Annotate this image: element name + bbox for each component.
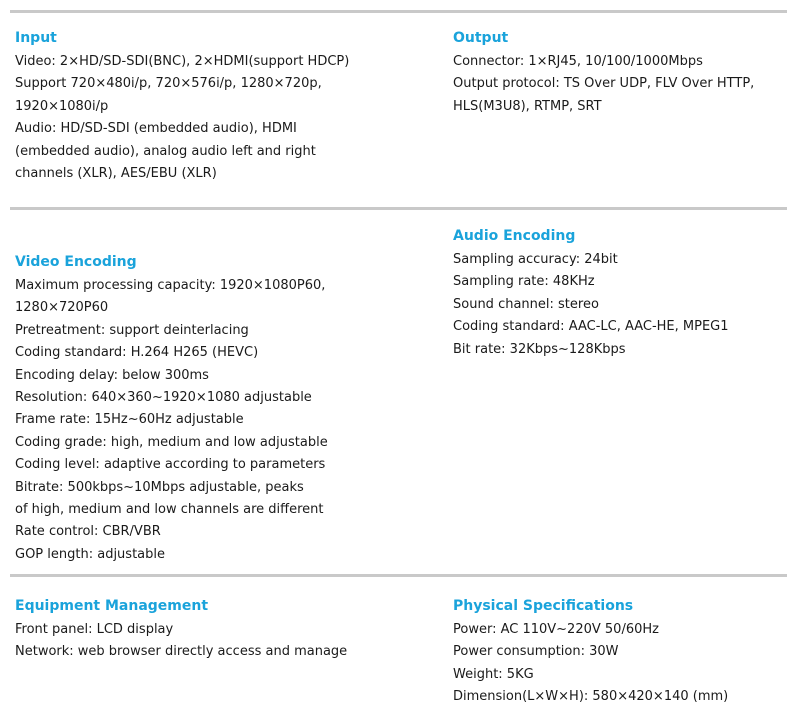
video-encoding-line: Coding level: adaptive according to parameters (15, 457, 326, 473)
input-line: channels (XLR), AES/EBU (XLR) (15, 166, 217, 182)
output-line: Output protocol: TS Over UDP, FLV Over HTTP, (453, 76, 755, 92)
input-line: (embedded audio), analog audio left and right (15, 143, 316, 159)
divider-middle (10, 207, 787, 210)
video-encoding-line: Coding grade: high, medium and low adjustable (15, 434, 328, 450)
physical-specifications-section (453, 597, 728, 709)
input-line: 1920×1080i/p (15, 98, 109, 114)
input-title: Input (15, 30, 57, 46)
video-encoding-line: Encoding delay: below 300ms (15, 367, 209, 383)
video-encoding-title: Video Encoding (15, 254, 137, 270)
video-encoding-line: Frame rate: 15Hz~60Hz adjustable (15, 412, 244, 428)
divider-lower (10, 574, 787, 577)
input-line: Video: 2×HD/SD-SDI(BNC), 2×HDMI(support HDCP) (15, 54, 350, 69)
equipment-management-title: Equipment Management (15, 598, 209, 614)
divider-top (10, 10, 787, 13)
equipment-management-line: Front panel: LCD display (15, 622, 174, 637)
audio-encoding-line: Bit rate: 32Kbps~128Kbps (453, 341, 626, 357)
video-encoding-section (15, 253, 328, 566)
input-line: Audio: HD/SD-SDI (embedded audio), HDMI (15, 121, 297, 137)
output-line: Connector: 1×RJ45, 10/100/1000Mbps (453, 54, 703, 69)
video-encoding-line: GOP length: adjustable (15, 546, 165, 562)
audio-encoding-line: Sound channel: stereo (453, 296, 599, 312)
audio-encoding-title: Audio Encoding (453, 228, 576, 244)
video-encoding-line: Maximum processing capacity: 1920×1080P60, (15, 278, 326, 293)
audio-encoding-section (453, 227, 729, 361)
output-section (453, 29, 754, 118)
video-encoding-line: Pretreatment: support deinterlacing (15, 322, 249, 338)
physical-specifications-line: Weight: 5KG (453, 666, 534, 682)
equipment-management-section (15, 597, 347, 664)
video-encoding-line: Resolution: 640×360~1920×1080 adjustable (15, 390, 312, 406)
equipment-management-line: Network: web browser directly access and manage (15, 644, 348, 660)
video-encoding-line: of high, medium and low channels are different (15, 502, 324, 518)
output-title: Output (453, 30, 509, 46)
input-line: Support 720×480i/p, 720×576i/p, 1280×720p, (15, 76, 322, 92)
audio-encoding-line: Sampling accuracy: 24bit (453, 252, 618, 267)
video-encoding-line: 1280×720P60 (15, 300, 109, 316)
input-section (15, 29, 349, 185)
physical-specifications-line: Power consumption: 30W (453, 644, 619, 660)
audio-encoding-line: Coding standard: AAC-LC, AAC-HE, MPEG1 (453, 319, 729, 335)
audio-encoding-line: Sampling rate: 48KHz (453, 274, 595, 290)
physical-specifications-line: Dimension(L×W×H): 580×420×140 (mm) (453, 689, 729, 705)
output-line: HLS(M3U8), RTMP, SRT (453, 98, 602, 114)
video-encoding-line: Rate control: CBR/VBR (15, 524, 161, 540)
video-encoding-line: Coding standard: H.264 H265 (HEVC) (15, 345, 259, 361)
video-encoding-line: Bitrate: 500kbps~10Mbps adjustable, peaks (15, 479, 304, 495)
physical-specifications-line: Power: AC 110V~220V 50/60Hz (453, 622, 659, 637)
physical-specifications-title: Physical Specifications (453, 598, 634, 614)
